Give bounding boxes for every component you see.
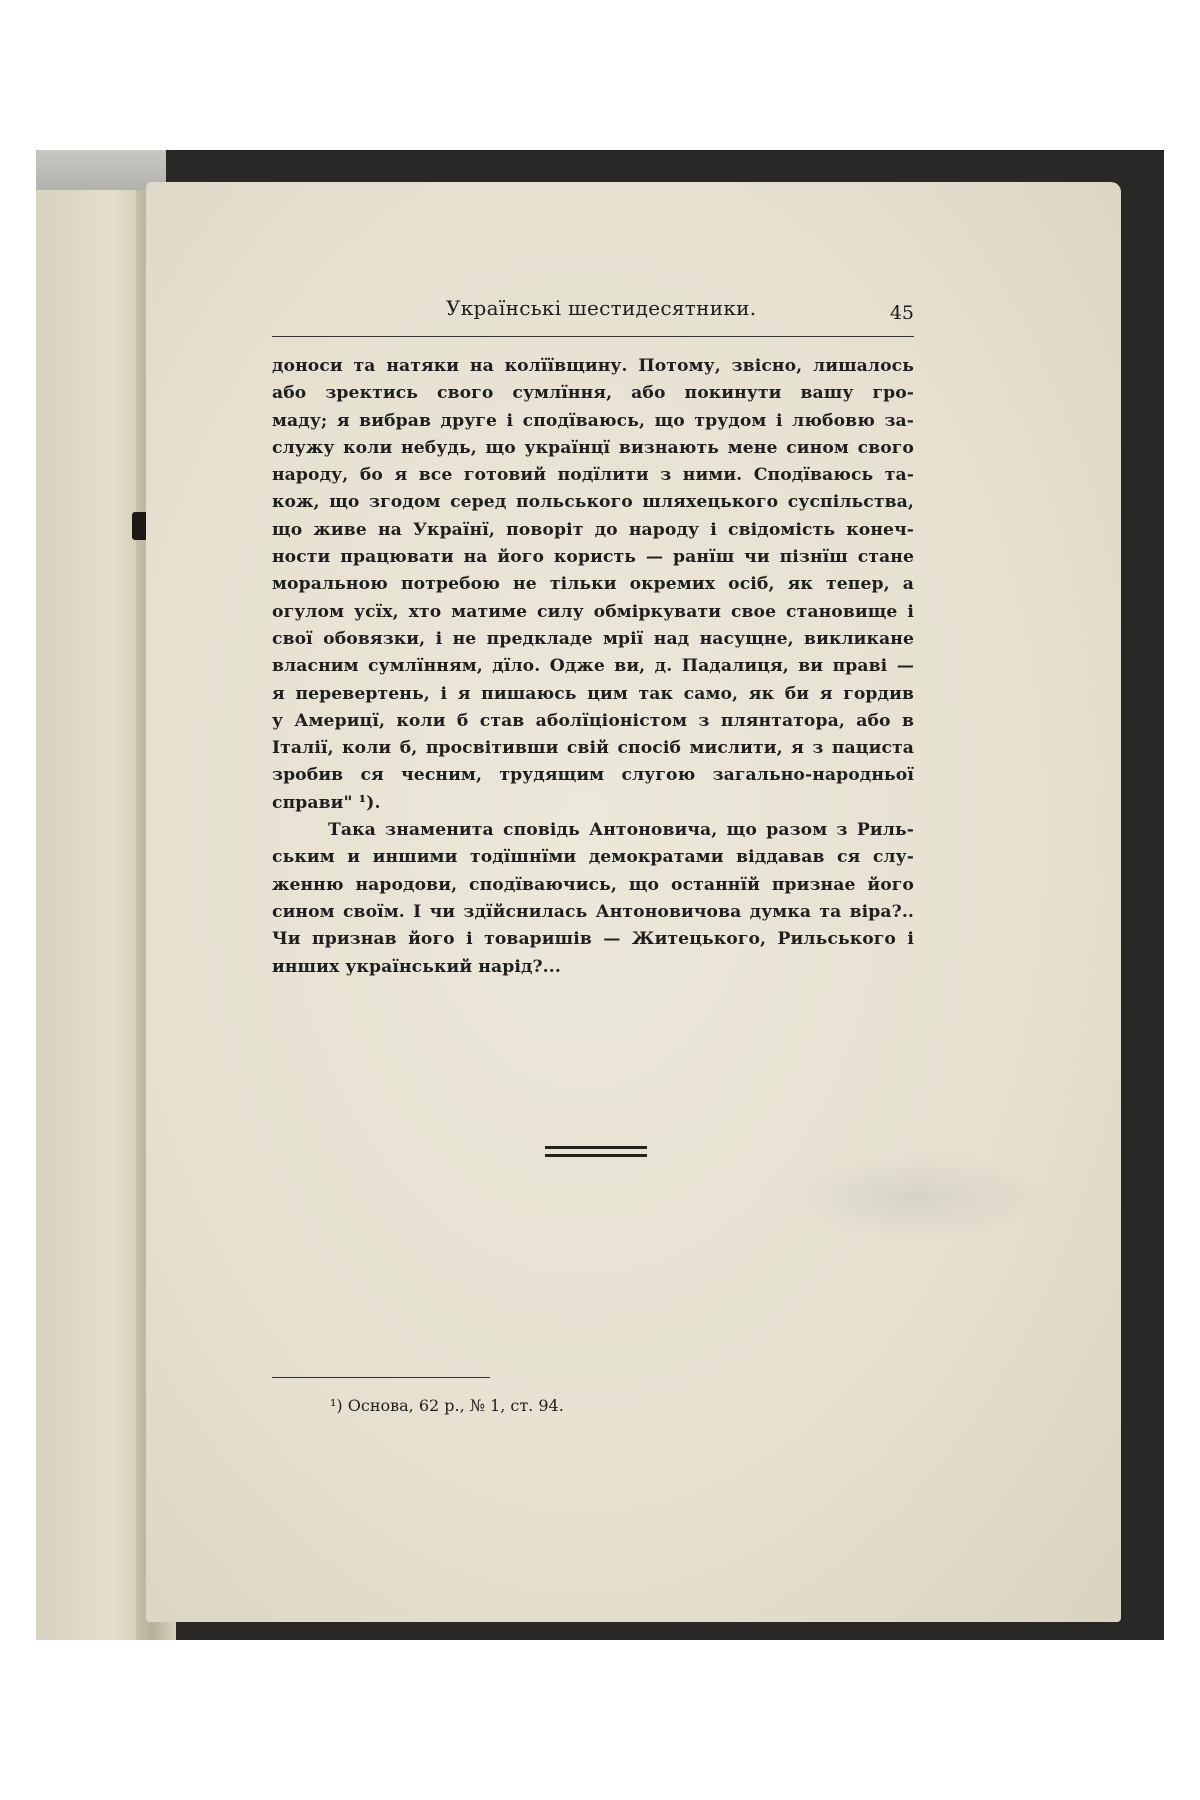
left-page-edge <box>36 190 146 1640</box>
footnote-rule <box>272 1377 490 1378</box>
footnote: ¹) Основа, 62 р., № 1, ст. 94. <box>330 1396 564 1415</box>
header-rule <box>272 336 914 337</box>
running-title: Українські шестидесятники. <box>446 296 757 320</box>
text-line: Чи признав його і товаришів — Житецького, Рильського і <box>272 929 914 950</box>
text-line: що живе на Українї, поворіт до народу і свідомість конеч- <box>272 519 914 540</box>
text-line: у Америцї, коли б став аболїціоністом з плянтатора, або в <box>272 710 914 731</box>
text-line: я перевертень, і я пишаюсь цим так само, як би я гордив <box>272 683 914 704</box>
page-stain <box>786 1152 1046 1242</box>
text-line: ности працювати на його користь — ранїш чи пізнїш стане <box>272 547 914 568</box>
text-line: огулом усїх, хто матиме силу обміркувати свое становище і <box>272 601 914 622</box>
text-line: сином своїм. І чи здїйснилась Антоновичова думка та віра?.. <box>272 901 914 922</box>
main-text <box>272 353 914 981</box>
text-line: моральною потребою не тільки окремих осіб, як тепер, а <box>272 574 914 595</box>
text-line: инших український нарід?... <box>272 956 561 977</box>
text-line: свої обовязки, і не предкладе мрії над насущне, викликане <box>272 628 914 649</box>
section-end-ornament <box>545 1146 647 1157</box>
text-line: кож, що згодом серед польського шляхецького суспільства, <box>272 492 914 513</box>
text-line: власним сумлїнням, дїло. Одже ви, д. Падалиця, ви праві — <box>272 656 914 677</box>
text-line: народу, бо я все готовий подїлити з ними. Сподїваюсь та- <box>272 465 914 486</box>
text-line: або зректись свого сумлїння, або покинути вашу гро- <box>272 383 914 404</box>
text-line: зробив ся чесним, трудящим слугою загально-народньої <box>272 765 914 786</box>
text-line: Така знаменита сповідь Антоновича, що разом з Риль- <box>328 820 914 841</box>
ornament-rule-top <box>545 1146 647 1149</box>
text-line: доноси та натяки на колїївщину. Потому, звісно, лишалось <box>272 356 914 376</box>
text-line: маду; я вибрав друге і сподїваюсь, що трудом і любовю за- <box>272 410 914 431</box>
text-line: женню народови, сподїваючись, що останнїй признае його <box>272 874 914 895</box>
text-line: Італії, коли б, просвітивши свій спосіб мислити, я з пациста <box>272 738 914 759</box>
text-line: ським и иншими тодїшнїми демократами віддавав ся слу- <box>272 847 914 868</box>
text-line: служу коли небудь, що українцї визнають мене сином свого <box>272 437 914 458</box>
page-number: 45 <box>889 302 914 324</box>
ornament-rule-bottom <box>545 1154 647 1157</box>
text-line: справи" ¹). <box>272 792 381 813</box>
